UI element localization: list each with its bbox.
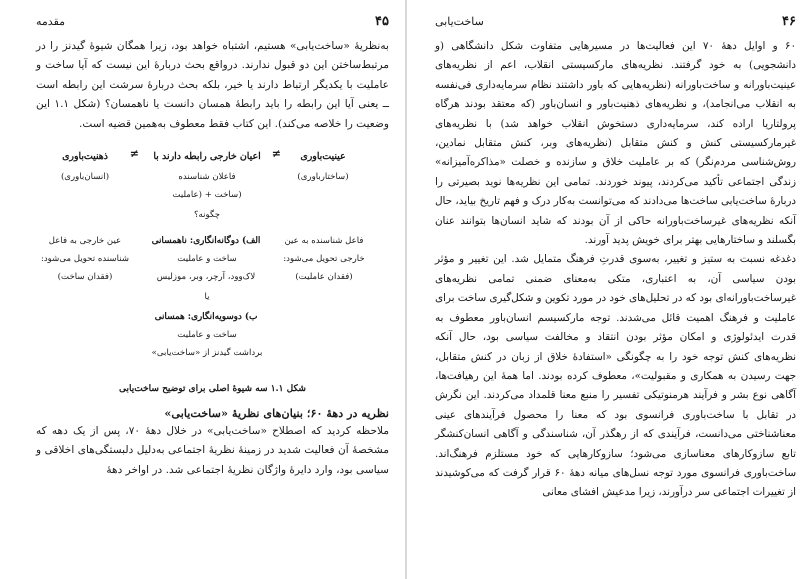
humanism-label: (انسان‌باوری) (60, 172, 110, 183)
running-head: مقدمه (36, 15, 66, 28)
dualism-heading: الف) دوگانه‌انگاری: ناهمسانی (151, 236, 261, 247)
objectivism-line: فاعل شناسنده به عین (284, 236, 364, 247)
objectivism-line: خارجی تحویل می‌شود: (283, 254, 365, 265)
relation-heading: اعیان خارجی رابطه دارند با (153, 151, 261, 163)
duality-line: ساخت و عاملیت (177, 330, 237, 341)
page-number: ۴۶ (782, 14, 796, 29)
not-equal-symbol: ≠ (271, 147, 281, 161)
paragraph: ملاحظه کردید که اصطلاح «ساخت‌یابی» در خلال دههٔ ۷۰، پس از یک دهه که مشخصهٔ آن فعالیت شدید در زمینهٔ نظریهٔ اجتماعی به‌دلیل دلبستگی‌های اخلاقی و سیاسی بود، وارد دایرهٔ واژگان نظریهٔ اجتماعی شد. در اواخر دههٔ (36, 425, 389, 476)
structuralism-label: (ساختارباوری) (297, 172, 349, 183)
objectivism-line: (فقدان عاملیت) (295, 272, 353, 283)
paragraph: دغدغه نسبت به ستیز و تغییر، به‌سوی قدرتِ فرهنگ متمایل شد. این تغییر و مؤثر بودن سیاسی آن، به اعتباری، متکی به‌معنای ضمنی تمامی نظریه‌های غیرساخت‌باورانه‌ای بود که در تحلیل‌های خود در مورد تکوین و شکل‌گیری ساخت برای عاملیت و فرهنگ اهمیت قائل می‌شدند. توجه مارکسیسم انسان‌باور معطوف به قدرت ایدئولوژی و امکان مؤثر بودن انتقاد و مخالفت سیاسی بود، حال آنکه نظریه‌های کنش توجه خود را به چگونگی «استفادهٔ خلاق از زبان در کنش متقابل، جهت رسیدن به همکاری و مقبولیت»، معطوف کرده بودند. اما همهٔ این رهیافت‌ها، آگاهی نوع بشر و فرآیند هرمنوتیکی تفسیر را منبع معنا قلمداد می‌کردند. این نگرش در تقابل با ساخت‌باوری فرانسوی بود که معنا را محصول فرآیندهای عینی معناشناختی می‌دانست، فرآیندی که از رهگذر آن، شناسندگی و آگاهی انسان‌کنشگر تابع سازوکارهای معناسازی می‌شود؛ سازوکارهایی که خود مستلزم فرهنگ‌اند. ساخت‌باوری فرانسوی مورد توجه نسل‌های میانه دههٔ ۶۰ قرار گرفت که می‌کوشیدند از تغییرات اجتماعی سر درآورند، زیرا مدعیش افشای معانی (435, 253, 796, 499)
paragraph: به‌نظریهٔ «ساخت‌یابی» هستیم، اشتباه خواهد بود، زیرا همگان شیوهٔ گیدنز را در مرتبط‌ساختن این دو قبول ندارند. درواقع بحث دربارهٔ این نیست که آیا ساخت و عاملیت با یکدیگر ارتباط دارند یا خیر، بلکه بحث دربارهٔ سرشت این رابطه است ــ یعنی آیا این رابطه را باید رابطهٔ همسان دانست یا ناهمسان؟ (شکل ۱.۱ این وضعیت را خلاصه می‌کند). این کتاب فقط معطوف به‌همین قضیه است. (36, 40, 389, 130)
dualism-line: ساخت و عاملیت (177, 254, 237, 265)
subjectivism-line: (فقدان ساخت) (57, 272, 113, 283)
not-equal-symbol: ≠ (129, 147, 139, 161)
left-page (0, 0, 405, 579)
right-page-header (435, 14, 796, 29)
figure-caption: شکل ۱.۱ سه شیوهٔ اصلی برای توضیح ساخت‌یابی (119, 384, 306, 395)
page-number: ۴۵ (375, 14, 389, 29)
dualism-line: لاک‌وود، آرچر، وبر، موزلیس (156, 272, 256, 283)
right-page (407, 0, 812, 579)
paragraph: ۶۰ و اوایل دههٔ ۷۰ این فعالیت‌ها در مسیرهایی متفاوت شکل دانشگاهی (و دانشجویی) به خود گرفتند. نظریه‌های مارکسیستی انقلاب، اعم از نظریه‌های عینیت‌باورانه و ساخت‌باورانه (نظریه‌هایی که باور داشتند نظام سرمایه‌داری فی‌نفسه به انقلاب می‌انجامد)، و نظریه‌های ذهنیت‌باور و انسان‌باور (که معتقد بودند هرگاه پرولتاریا اراده کند، سرمایه‌داری دستخوش انقلاب خواهد شد) با نظریه‌های غیرمارکسیستی کنش و کنش متقابل (نظریه‌های وبر، کنش متقابل نمادین، روش‌شناسی مردم‌نگر) که بر عاملیت خلاق و سازنده و خصلت «مذاکره‌آمیزانه» زندگی اجتماعی تأکید می‌کردند، پیوند خوردند. تمامی این نظریه‌ها نوید بصیرتی را دربارهٔ ساخت‌یابی ساخت‌ها می‌دادند که می‌توانست به‌کار درک و فهم تاریخ بیاید، حال آنکه نظریه‌های غیرساخت‌باورانه حاکی از آن بودند که شاید انسان‌ها بتوانند عنان بگسلند و ساختارهایی بهتر برای خویش پدید آورند. (435, 40, 796, 247)
objectivism-heading: عینیت‌باوری (300, 151, 346, 163)
or-label: یا (204, 292, 210, 303)
subjectivism-line: عین خارجی به فاعل (48, 236, 122, 247)
subjectivism-line: شناسنده تحویل می‌شود: (40, 254, 130, 265)
duality-heading: ب) دوسویه‌انگاری: همسانی (154, 312, 258, 323)
structure-agency-label: (ساخت + (عاملیت (172, 190, 242, 201)
knowing-subjects-label: فاعلان شناسنده (178, 172, 236, 183)
running-head: ساخت‌یابی (435, 15, 484, 28)
figure-1-1 (36, 144, 389, 380)
section-title: نظریه در دههٔ ۶۰؛ بنیان‌های نظریهٔ «ساخت‌یابی» (164, 406, 389, 421)
duality-line: برداشت گیدنز از «ساخت‌یابی» (151, 348, 263, 359)
subjectivism-heading: ذهنیت‌باوری (62, 151, 108, 163)
left-page-header (36, 14, 389, 29)
how-question: چگونه؟ (193, 210, 221, 221)
